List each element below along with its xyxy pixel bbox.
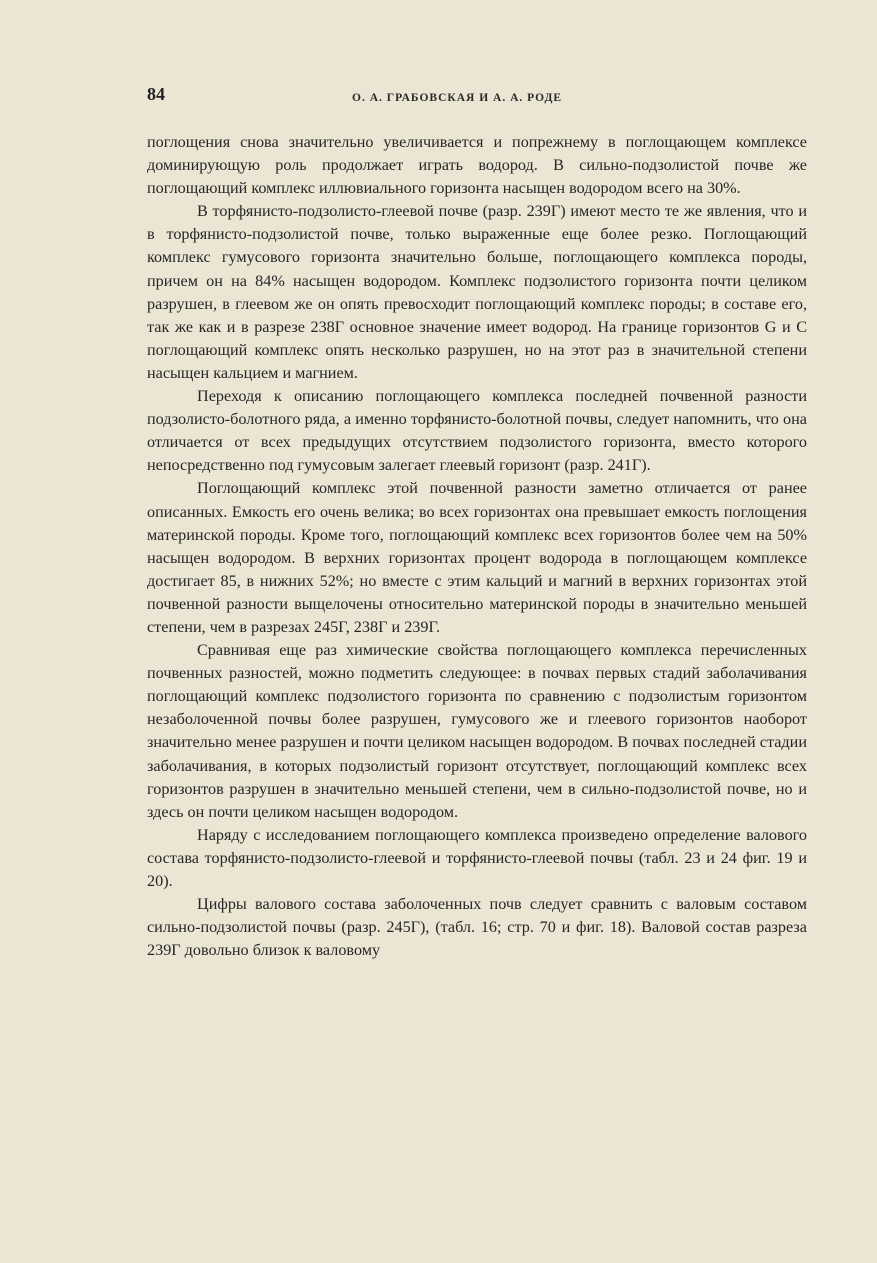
page-header [147, 84, 807, 110]
paragraph: поглощения снова значительно увеличивается и попрежнему в поглощающем комплексе доминирующую роль продолжает играть водород. В сильно-подзолистой почве же поглощающий комплекс иллювиального горизонта насыщен водородом всего на 30%. [147, 133, 807, 198]
body-text [147, 131, 807, 962]
page-number: 84 [147, 84, 165, 104]
paragraph: В торфянисто-подзолисто-глеевой почве (разр. 239Г) имеют место те же явления, что и в торфянисто-подзолистой почве, только выраженные еще более резко. Поглощающий комплекс гумусового горизонта значительно больше, поглощающего комплекса породы, причем он на 84% насыщен водородом. Комплекс подзолистого горизонта почти целиком разрушен, в глеевом же он опять превосходит поглощающий комплекс породы; в составе его, так же как и в разрезе 238Г основное значение имеет водород. На границе горизонтов G и С поглощающий комплекс опять несколько разрушен, но на этот раз в значительной степени насыщен кальцием и магнием. [147, 202, 807, 382]
paragraph: Наряду с исследованием поглощающего комплекса произведено определение валового состава торфянисто-подзолисто-глеевой и торфянисто-глеевой почвы (табл. 23 и 24 фиг. 19 и 20). [147, 825, 807, 890]
paragraph: Поглощающий комплекс этой почвенной разности заметно отличается от ранее описанных. Емкость его очень велика; во всех горизонтах она превышает емкость поглощения материнской породы. Кроме того, поглощающий комплекс всех горизонтов более чем на 50% насыщен водородом. В верхних горизонтах процент водорода в поглощающем комплексе достигает 85, в нижних 52%; но вместе с этим кальций и магний в верхних горизонтах этой почвенной разности выщелочены относительно материнской породы в значительно меньшей степени, чем в разрезах 245Г, 238Г и 239Г. [147, 479, 807, 636]
paragraph: Переходя к описанию поглощающего комплекса последней почвенной разности подзолисто-болотного ряда, а именно торфянисто-болотной почвы, следует напомнить, что она отличается от всех предыдущих отсутствием подзолистого горизонта, вместо которого непосредственно под гумусовым залегает глеевый горизонт (разр. 241Г). [147, 387, 807, 475]
paragraph: Сравнивая еще раз химические свойства поглощающего комплекса перечисленных почвенных разностей, можно подметить следующее: в почвах первых стадий заболачивания поглощающий комплекс подзолистого горизонта по сравнению с подзолистым горизонтом незаболоченной почвы более разрушен, гумусового же и глеевого горизонтов наоборот значительно менее разрушен и почти целиком насыщен водородом. В почвах последней стадии заболачивания, в которых подзолистый горизонт отсутствует, поглощающий комплекс всех горизонтов разрушен в значительно меньшей степени, чем в сильно-подзолистой почве, но и здесь он почти целиком насыщен водородом. [147, 641, 807, 821]
running-head: О. А. ГРАБОВСКАЯ И А. А. РОДЕ [352, 92, 563, 104]
paragraph: Цифры валового состава заболоченных почв следует сравнить с валовым составом сильно-подзолистой почвы (разр. 245Г), (табл. 16; стр. 70 и фиг. 18). Валовой состав разреза 239Г довольно близок к валовому [147, 895, 807, 960]
